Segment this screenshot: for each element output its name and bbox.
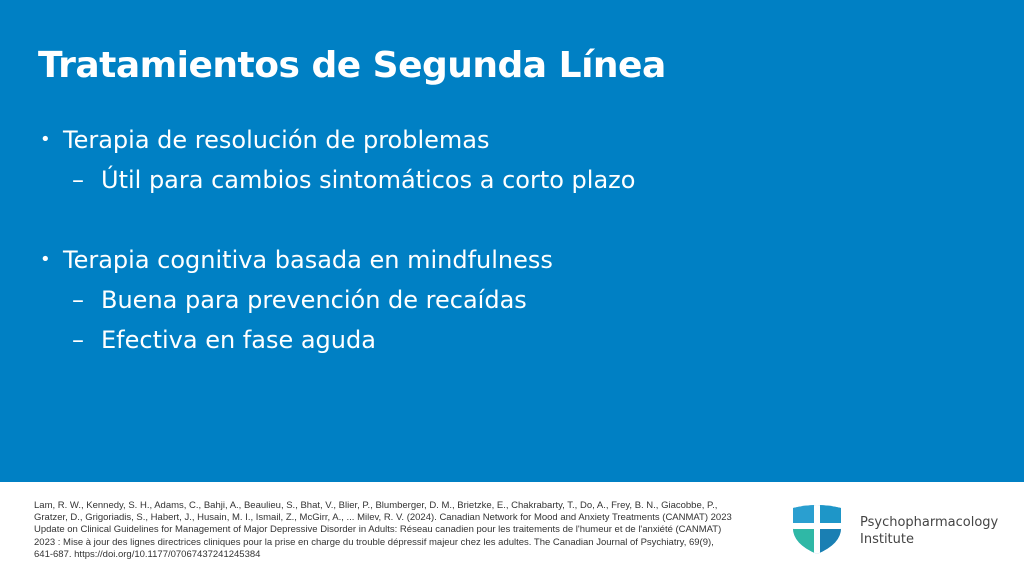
dash-marker: –	[72, 286, 84, 314]
bullet-marker: •	[40, 249, 51, 270]
bullet-marker: •	[40, 129, 51, 150]
sub-bullet-item	[40, 280, 1000, 320]
brand-line-2: Institute	[860, 532, 914, 547]
bullet-list	[40, 120, 1000, 360]
bullet-text: Terapia de resolución de problemas	[63, 126, 490, 154]
bullet-text: Terapia cognitiva basada en mindfulness	[63, 246, 553, 274]
shield-cross-icon	[791, 504, 843, 556]
spacer	[40, 200, 1000, 240]
sub-bullet-text: Efectiva en fase aguda	[101, 326, 376, 354]
slide-title: Tratamientos de Segunda Línea	[38, 45, 666, 86]
sub-bullet-item	[40, 160, 1000, 200]
footer	[0, 482, 1024, 576]
brand-line-1: Psychopharmacology	[860, 515, 999, 530]
dash-marker: –	[72, 326, 84, 354]
brand-name	[860, 514, 998, 548]
sub-bullet-text: Útil para cambios sintomáticos a corto plazo	[101, 166, 636, 194]
sub-bullet-item	[40, 320, 1000, 360]
bullet-item	[40, 240, 1000, 280]
sub-bullet-text: Buena para prevención de recaídas	[101, 286, 527, 314]
citation-text: Lam, R. W., Kennedy, S. H., Adams, C., Bahji, A., Beaulieu, S., Bhat, V., Blier, P., Blumberger, D. M., Brietzke, E., Chakrabarty, T., Do, A., Frey, B. N., Giacobbe, P., Gratzer, D., Grigoriadis, S., Habert, J., Husain, M. I., Ismail, Z., McGirr, A., ... Milev, R. V. (2024). Canadian Network for Mood and Anxiety Treatments (CANMAT) 2023 Update on Clinical Guidelines for Management of Major Depressive Disorder in Adults: Réseau canadien pour les traitements de l'humeur et de l'anxiété (CANMAT) 2023 : Mise à jour des lignes directrices cliniques pour la prise en charge du trouble dépressif majeur chez les adultes. The Canadian Journal of Psychiatry, 69(9), 641-687. https://doi.org/10.1177/07067437241245384	[34, 500, 732, 560]
dash-marker: –	[72, 166, 84, 194]
bullet-item	[40, 120, 1000, 160]
